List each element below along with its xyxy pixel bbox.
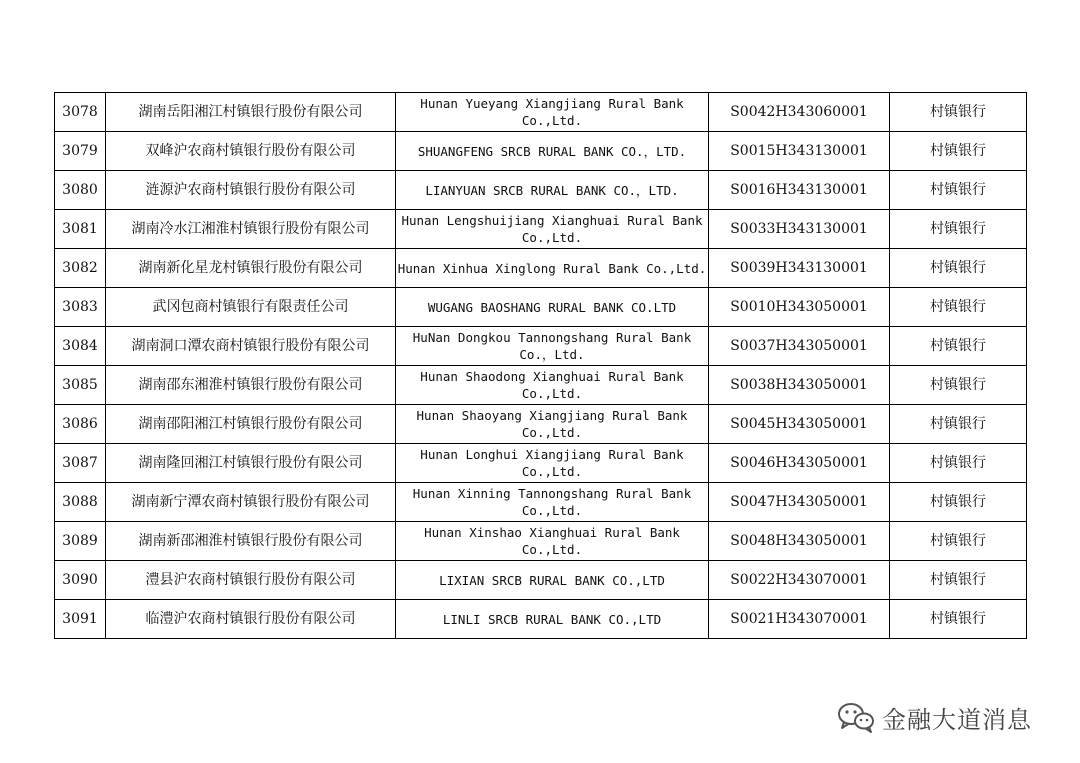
- table-body: [55, 93, 1027, 639]
- row-number-cell: 3078: [55, 93, 106, 132]
- table-row: [55, 600, 1027, 639]
- row-number-cell: 3091: [55, 600, 106, 639]
- row-number-cell: 3088: [55, 483, 106, 522]
- table-row: [55, 483, 1027, 522]
- institution-code-cell: S0033H343130001: [709, 210, 890, 249]
- institution-code-cell: S0016H343130001: [709, 171, 890, 210]
- bank-name-cn-cell: 湖南邵阳湘江村镇银行股份有限公司: [106, 405, 396, 444]
- institution-type-cell: 村镇银行: [890, 561, 1027, 600]
- table-row: [55, 210, 1027, 249]
- bank-name-en-cell: Hunan Xinhua Xinglong Rural Bank Co.,Ltd.: [396, 249, 709, 288]
- bank-name-en-cell: SHUANGFENG SRCB RURAL BANK CO.，LTD.: [396, 132, 709, 171]
- institution-type-cell: 村镇银行: [890, 444, 1027, 483]
- table-row: [55, 561, 1027, 600]
- institution-code-cell: S0010H343050001: [709, 288, 890, 327]
- institution-type-cell: 村镇银行: [890, 171, 1027, 210]
- table-row: [55, 327, 1027, 366]
- bank-name-en-cell: WUGANG BAOSHANG RURAL BANK CO.LTD: [396, 288, 709, 327]
- institution-type-cell: 村镇银行: [890, 288, 1027, 327]
- institution-code-cell: S0042H343060001: [709, 93, 890, 132]
- bank-name-cn-cell: 澧县沪农商村镇银行股份有限公司: [106, 561, 396, 600]
- row-number-cell: 3079: [55, 132, 106, 171]
- row-number-cell: 3084: [55, 327, 106, 366]
- institution-type-cell: 村镇银行: [890, 249, 1027, 288]
- bank-name-en-cell: Hunan Lengshuijiang Xianghuai Rural Bank Co.,Ltd.: [396, 210, 709, 249]
- institution-type-cell: 村镇银行: [890, 600, 1027, 639]
- bank-name-en-cell: Hunan Yueyang Xiangjiang Rural Bank Co.,Ltd.: [396, 93, 709, 132]
- bank-name-en-cell: Hunan Xinning Tannongshang Rural Bank Co.,Ltd.: [396, 483, 709, 522]
- bank-name-cn-cell: 双峰沪农商村镇银行股份有限公司: [106, 132, 396, 171]
- row-number-cell: 3081: [55, 210, 106, 249]
- bank-name-cn-cell: 湖南冷水江湘淮村镇银行股份有限公司: [106, 210, 396, 249]
- table-row: [55, 171, 1027, 210]
- bank-name-cn-cell: 湖南岳阳湘江村镇银行股份有限公司: [106, 93, 396, 132]
- bank-name-en-cell: LINLI SRCB RURAL BANK CO.,LTD: [396, 600, 709, 639]
- bank-name-en-cell: HuNan Dongkou Tannongshang Rural Bank Co.，Ltd.: [396, 327, 709, 366]
- bank-name-cn-cell: 湖南新宁潭农商村镇银行股份有限公司: [106, 483, 396, 522]
- bank-name-cn-cell: 湖南新邵湘淮村镇银行股份有限公司: [106, 522, 396, 561]
- row-number-cell: 3087: [55, 444, 106, 483]
- watermark-text: 金融大道消息: [882, 705, 1032, 734]
- institution-type-cell: 村镇银行: [890, 522, 1027, 561]
- institution-code-cell: S0046H343050001: [709, 444, 890, 483]
- table-row: [55, 444, 1027, 483]
- bank-name-cn-cell: 湖南隆回湘江村镇银行股份有限公司: [106, 444, 396, 483]
- row-number-cell: 3085: [55, 366, 106, 405]
- bank-name-cn-cell: 武冈包商村镇银行有限责任公司: [106, 288, 396, 327]
- institution-code-cell: S0048H343050001: [709, 522, 890, 561]
- institution-code-cell: S0037H343050001: [709, 327, 890, 366]
- table-row: [55, 132, 1027, 171]
- table-row: [55, 93, 1027, 132]
- bank-name-en-cell: LIXIAN SRCB RURAL BANK CO.,LTD: [396, 561, 709, 600]
- bank-name-cn-cell: 临澧沪农商村镇银行股份有限公司: [106, 600, 396, 639]
- table-row: [55, 522, 1027, 561]
- row-number-cell: 3083: [55, 288, 106, 327]
- institution-type-cell: 村镇银行: [890, 93, 1027, 132]
- bank-name-cn-cell: 湖南新化星龙村镇银行股份有限公司: [106, 249, 396, 288]
- institution-code-cell: S0022H343070001: [709, 561, 890, 600]
- institution-type-cell: 村镇银行: [890, 132, 1027, 171]
- bank-name-en-cell: Hunan Shaodong Xianghuai Rural Bank Co.,Ltd.: [396, 366, 709, 405]
- institution-code-cell: S0015H343130001: [709, 132, 890, 171]
- institution-code-cell: S0047H343050001: [709, 483, 890, 522]
- institution-type-cell: 村镇银行: [890, 327, 1027, 366]
- institution-type-cell: 村镇银行: [890, 366, 1027, 405]
- table-row: [55, 249, 1027, 288]
- table-row: [55, 288, 1027, 327]
- institution-code-cell: S0021H343070001: [709, 600, 890, 639]
- institution-code-cell: S0045H343050001: [709, 405, 890, 444]
- watermark: [836, 697, 1056, 737]
- bank-name-cn-cell: 湖南洞口潭农商村镇银行股份有限公司: [106, 327, 396, 366]
- institution-type-cell: 村镇银行: [890, 405, 1027, 444]
- table-row: [55, 366, 1027, 405]
- bank-name-en-cell: Hunan Longhui Xiangjiang Rural Bank Co.,Ltd.: [396, 444, 709, 483]
- institution-code-cell: S0038H343050001: [709, 366, 890, 405]
- institution-type-cell: 村镇银行: [890, 483, 1027, 522]
- institution-code-cell: S0039H343130001: [709, 249, 890, 288]
- bank-name-cn-cell: 涟源沪农商村镇银行股份有限公司: [106, 171, 396, 210]
- row-number-cell: 3089: [55, 522, 106, 561]
- bank-name-cn-cell: 湖南邵东湘淮村镇银行股份有限公司: [106, 366, 396, 405]
- bank-name-en-cell: Hunan Xinshao Xianghuai Rural Bank Co.,Ltd.: [396, 522, 709, 561]
- row-number-cell: 3082: [55, 249, 106, 288]
- bank-name-en-cell: LIANYUAN SRCB RURAL BANK CO.，LTD.: [396, 171, 709, 210]
- row-number-cell: 3090: [55, 561, 106, 600]
- institution-type-cell: 村镇银行: [890, 210, 1027, 249]
- bank-list-table: [54, 92, 1027, 639]
- row-number-cell: 3086: [55, 405, 106, 444]
- row-number-cell: 3080: [55, 171, 106, 210]
- wechat-icon: [836, 700, 876, 734]
- bank-name-en-cell: Hunan Shaoyang Xiangjiang Rural Bank Co.,Ltd.: [396, 405, 709, 444]
- table-row: [55, 405, 1027, 444]
